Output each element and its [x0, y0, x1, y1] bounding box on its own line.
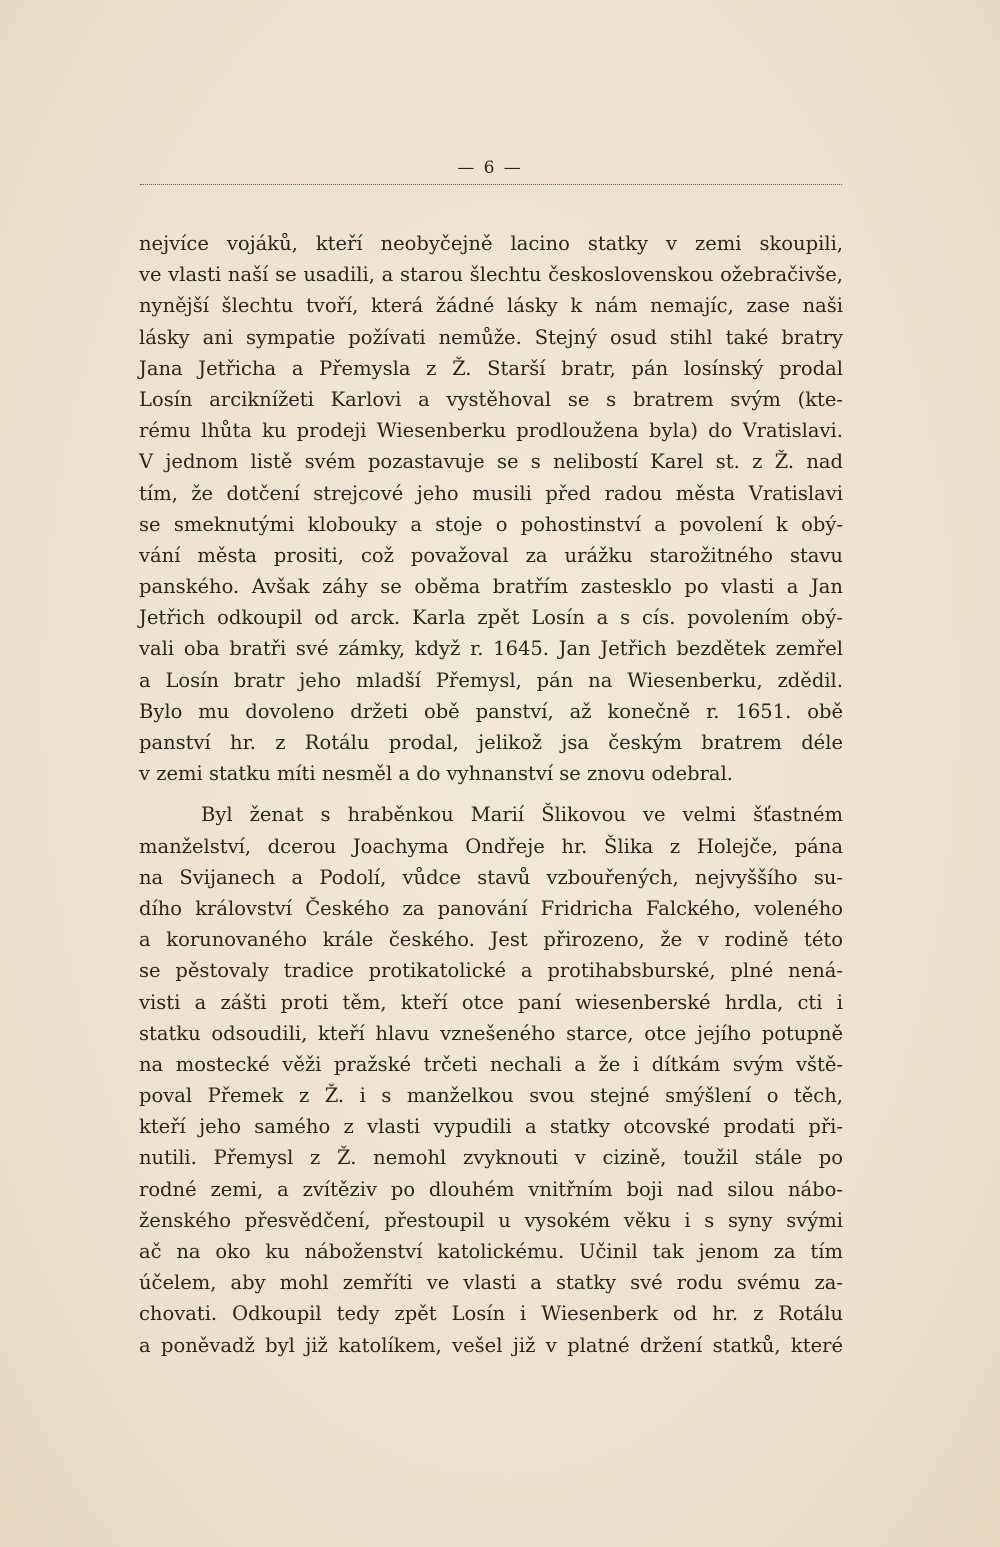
text-line: nutili. Přemysl z Ž. nemohl zvyknouti v cizině, toužil stále po	[139, 1146, 843, 1170]
text-line: statku odsoudili, kteří hlavu vznešeného starce, otce jejího potupně	[139, 1021, 843, 1045]
text-line: a Losín bratr jeho mladší Přemysl, pán na Wiesenberku, zdědil.	[139, 668, 843, 692]
text-line: vání města prositi, což považoval za urážku starožitného stavu	[139, 543, 843, 567]
text-line: Jetřich odkoupil od arck. Karla zpět Losín a s cís. povolením obý-	[139, 606, 843, 630]
header-rule	[140, 184, 842, 185]
text-line: se smeknutými klobouky a stoje o pohostinství a povolení k obý-	[139, 512, 843, 536]
text-line: na mostecké věži pražské trčeti nechali a že i dítkám svým vště-	[139, 1052, 843, 1076]
text-line: vali oba bratři své zámky, když r. 1645. Jan Jetřich bezdětek zemřel	[139, 637, 843, 661]
paragraph	[139, 799, 843, 1360]
text-line: kteří jeho samého z vlasti vypudili a statky otcovské prodati při-	[139, 1115, 843, 1139]
text-line: Jana Jetřicha a Přemysla z Ž. Starší bratr, pán losínský prodal	[139, 356, 843, 380]
text-line: Byl ženat s hraběnkou Marií Šlikovou ve velmi šťastném	[201, 803, 843, 827]
text-line: chovati. Odkoupil tedy zpět Losín i Wiesenberk od hr. z Rotálu	[139, 1302, 843, 1326]
text-line: se pěstovaly tradice protikatolické a protihabsburské, plné nená-	[139, 959, 843, 983]
text-line: Bylo mu dovoleno držeti obě panství, až konečně r. 1651. obě	[139, 699, 843, 723]
text-line: a poněvadž byl již katolíkem, vešel již v platné držení statků, které	[139, 1333, 843, 1357]
text-line: v zemi statku míti nesměl a do vyhnanství se znovu odebral.	[139, 762, 733, 786]
text-line: panství hr. z Rotálu prodal, jelikož jsa českým bratrem déle	[139, 731, 843, 754]
page-number: — 6 —	[457, 158, 523, 178]
text-line: lásky ani sympatie požívati nemůže. Stejný osud stihl také bratry	[139, 325, 843, 349]
text-line: panského. Avšak záhy se oběma bratřím zastesklo po vlasti a Jan	[139, 575, 843, 599]
text-line: ženského přesvědčení, přestoupil u vysokém věku i s syny svými	[139, 1208, 843, 1232]
text-line: Losín arciknížeti Karlovi a vystěhoval se s bratrem svým (kte-	[139, 387, 843, 411]
paragraph	[139, 228, 843, 789]
text-line: nynější šlechtu tvoří, která žádné lásky k nám nemajíc, zase naši	[139, 294, 843, 318]
text-line: nejvíce vojáků, kteří neobyčejně lacino statky v zemi skoupili,	[139, 232, 843, 255]
paragraph-gap	[139, 789, 843, 799]
text-line: poval Přemek z Ž. i s manželkou svou stejné smýšlení o těch,	[139, 1084, 843, 1108]
text-line: V jednom listě svém pozastavuje se s nelibostí Karel st. z Ž. nad	[139, 450, 843, 474]
text-line: ve vlasti naší se usadili, a starou šlechtu československou ožebračivše,	[139, 263, 843, 287]
text-line: ač na oko ku náboženství katolickému. Učinil tak jenom za tím	[139, 1240, 843, 1263]
text-line: manželství, dcerou Joachyma Ondřeje hr. Šlika z Holejče, pána	[139, 834, 843, 858]
text-line: účelem, aby mohl zemříti ve vlasti a statky své rodu svému za-	[139, 1271, 843, 1295]
body-text	[139, 228, 843, 1361]
text-line: dího království Českého za panování Fridricha Falckého, voleného	[139, 896, 843, 920]
text-line: visti a zášti proti těm, kteří otce paní wiesenberské hrdla, cti i	[139, 990, 843, 1014]
text-line: na Svijanech a Podolí, vůdce stavů vzbouřených, nejvyššího su-	[139, 865, 843, 889]
text-line: rému lhůta ku prodeji Wiesenberku prodloužena byla) do Vratislavi.	[139, 419, 843, 443]
text-line: a korunovaného krále českého. Jest přirozeno, že v rodině této	[139, 928, 843, 952]
text-line: tím, že dotčení strejcové jeho musili před radou města Vratislavi	[139, 481, 843, 505]
text-line: rodné zemi, a zvítěziv po dlouhém vnitřním boji nad silou nábo-	[139, 1177, 843, 1201]
